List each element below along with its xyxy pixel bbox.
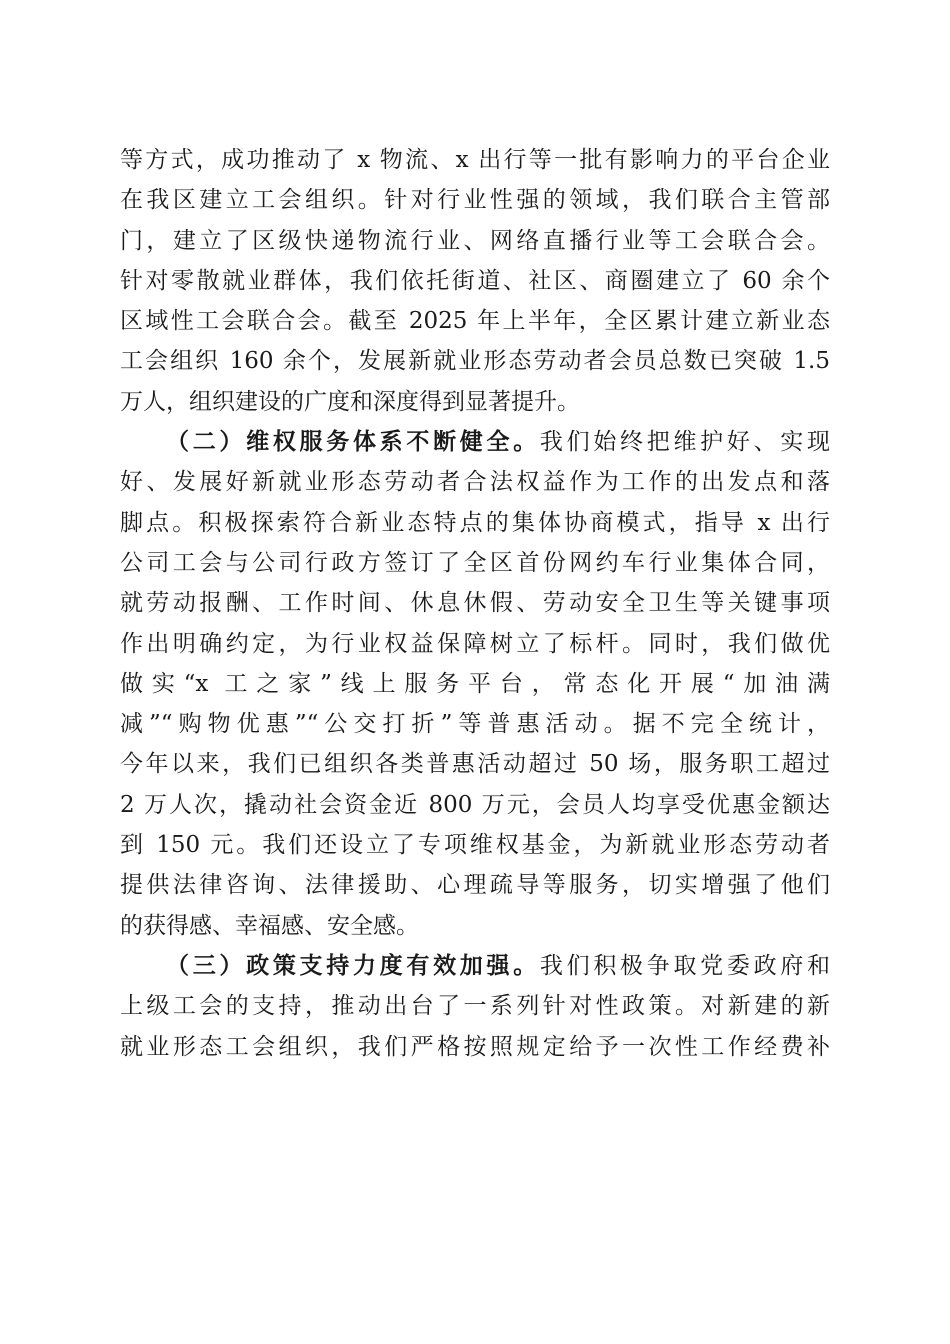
section-heading-3: （三）政策支持力度有效加强。 bbox=[166, 951, 540, 979]
document-body bbox=[120, 140, 830, 1067]
paragraph-2-line: 公司工会与公司行政方签订了全区首份网约车行业集体合同， bbox=[120, 549, 830, 576]
paragraph-2-line: 的获得感、幸福感、安全感。 bbox=[120, 912, 419, 939]
paragraph-1-line: 门，建立了区级快递物流行业、网络直播行业等工会联合会。 bbox=[120, 227, 830, 254]
paragraph-2-line: 到 150 元。我们还设立了专项维权基金，为新就业形态劳动者 bbox=[120, 832, 830, 859]
paragraph-2-line: 2 万人次，撬动社会资金近 800 万元，会员人均享受优惠金额达 bbox=[120, 791, 830, 818]
paragraph-2-line: 好、发展好新就业形态劳动者合法权益作为工作的出发点和落 bbox=[120, 469, 830, 496]
paragraph-3-line: 上级工会的支持，推动出台了一系列针对性政策。对新建的新 bbox=[120, 993, 830, 1020]
paragraph-1-line: 针对零散就业群体，我们依托街道、社区、商圈建立了 60 余个 bbox=[120, 267, 830, 294]
paragraph-2-line: 做实“x 工之家”线上服务平台，常态化开展“加油满 bbox=[120, 670, 830, 697]
paragraph-1-line: 工会组织 160 余个，发展新就业形态劳动者会员总数已突破 1.5 bbox=[120, 348, 830, 375]
paragraph-2-first-line-text: 我们始终把维护好、实现 bbox=[539, 429, 830, 456]
paragraph-3-first-line bbox=[120, 946, 830, 986]
paragraph-2-line: 今年以来，我们已组织各类普惠活动超过 50 场，服务职工超过 bbox=[120, 751, 830, 778]
paragraph-1-line: 区域性工会联合会。截至 2025 年上半年，全区累计建立新业态 bbox=[120, 308, 830, 335]
paragraph-1-line: 在我区建立工会组织。针对行业性强的领域，我们联合主管部 bbox=[120, 187, 830, 214]
section-heading-2: （二）维权服务体系不断健全。 bbox=[166, 428, 540, 456]
paragraph-2-first-line bbox=[120, 422, 830, 462]
paragraph-2-line: 就劳动报酬、工作时间、休息休假、劳动安全卫生等关键事项 bbox=[120, 590, 830, 617]
paragraph-2-line: 脚点。积极探索符合新业态特点的集体协商模式，指导 x 出行 bbox=[120, 509, 830, 536]
paragraph-3-line: 就业形态工会组织，我们严格按照规定给予一次性工作经费补 bbox=[120, 1033, 830, 1060]
paragraph-2-line: 减”“购物优惠”“公交打折”等普惠活动。据不完全统计， bbox=[120, 711, 830, 738]
paragraph-1-line: 万人，组织建设的广度和深度得到显著提升。 bbox=[120, 388, 580, 415]
paragraph-2-line: 提供法律咨询、法律援助、心理疏导等服务，切实增强了他们 bbox=[120, 872, 830, 899]
paragraph-1-line: 等方式，成功推动了 x 物流、x 出行等一批有影响力的平台企业 bbox=[120, 147, 830, 173]
paragraph-2-line: 作出明确约定，为行业权益保障树立了标杆。同时，我们做优 bbox=[120, 630, 830, 657]
paragraph-3-first-line-text: 我们积极争取党委政府和 bbox=[539, 952, 830, 979]
